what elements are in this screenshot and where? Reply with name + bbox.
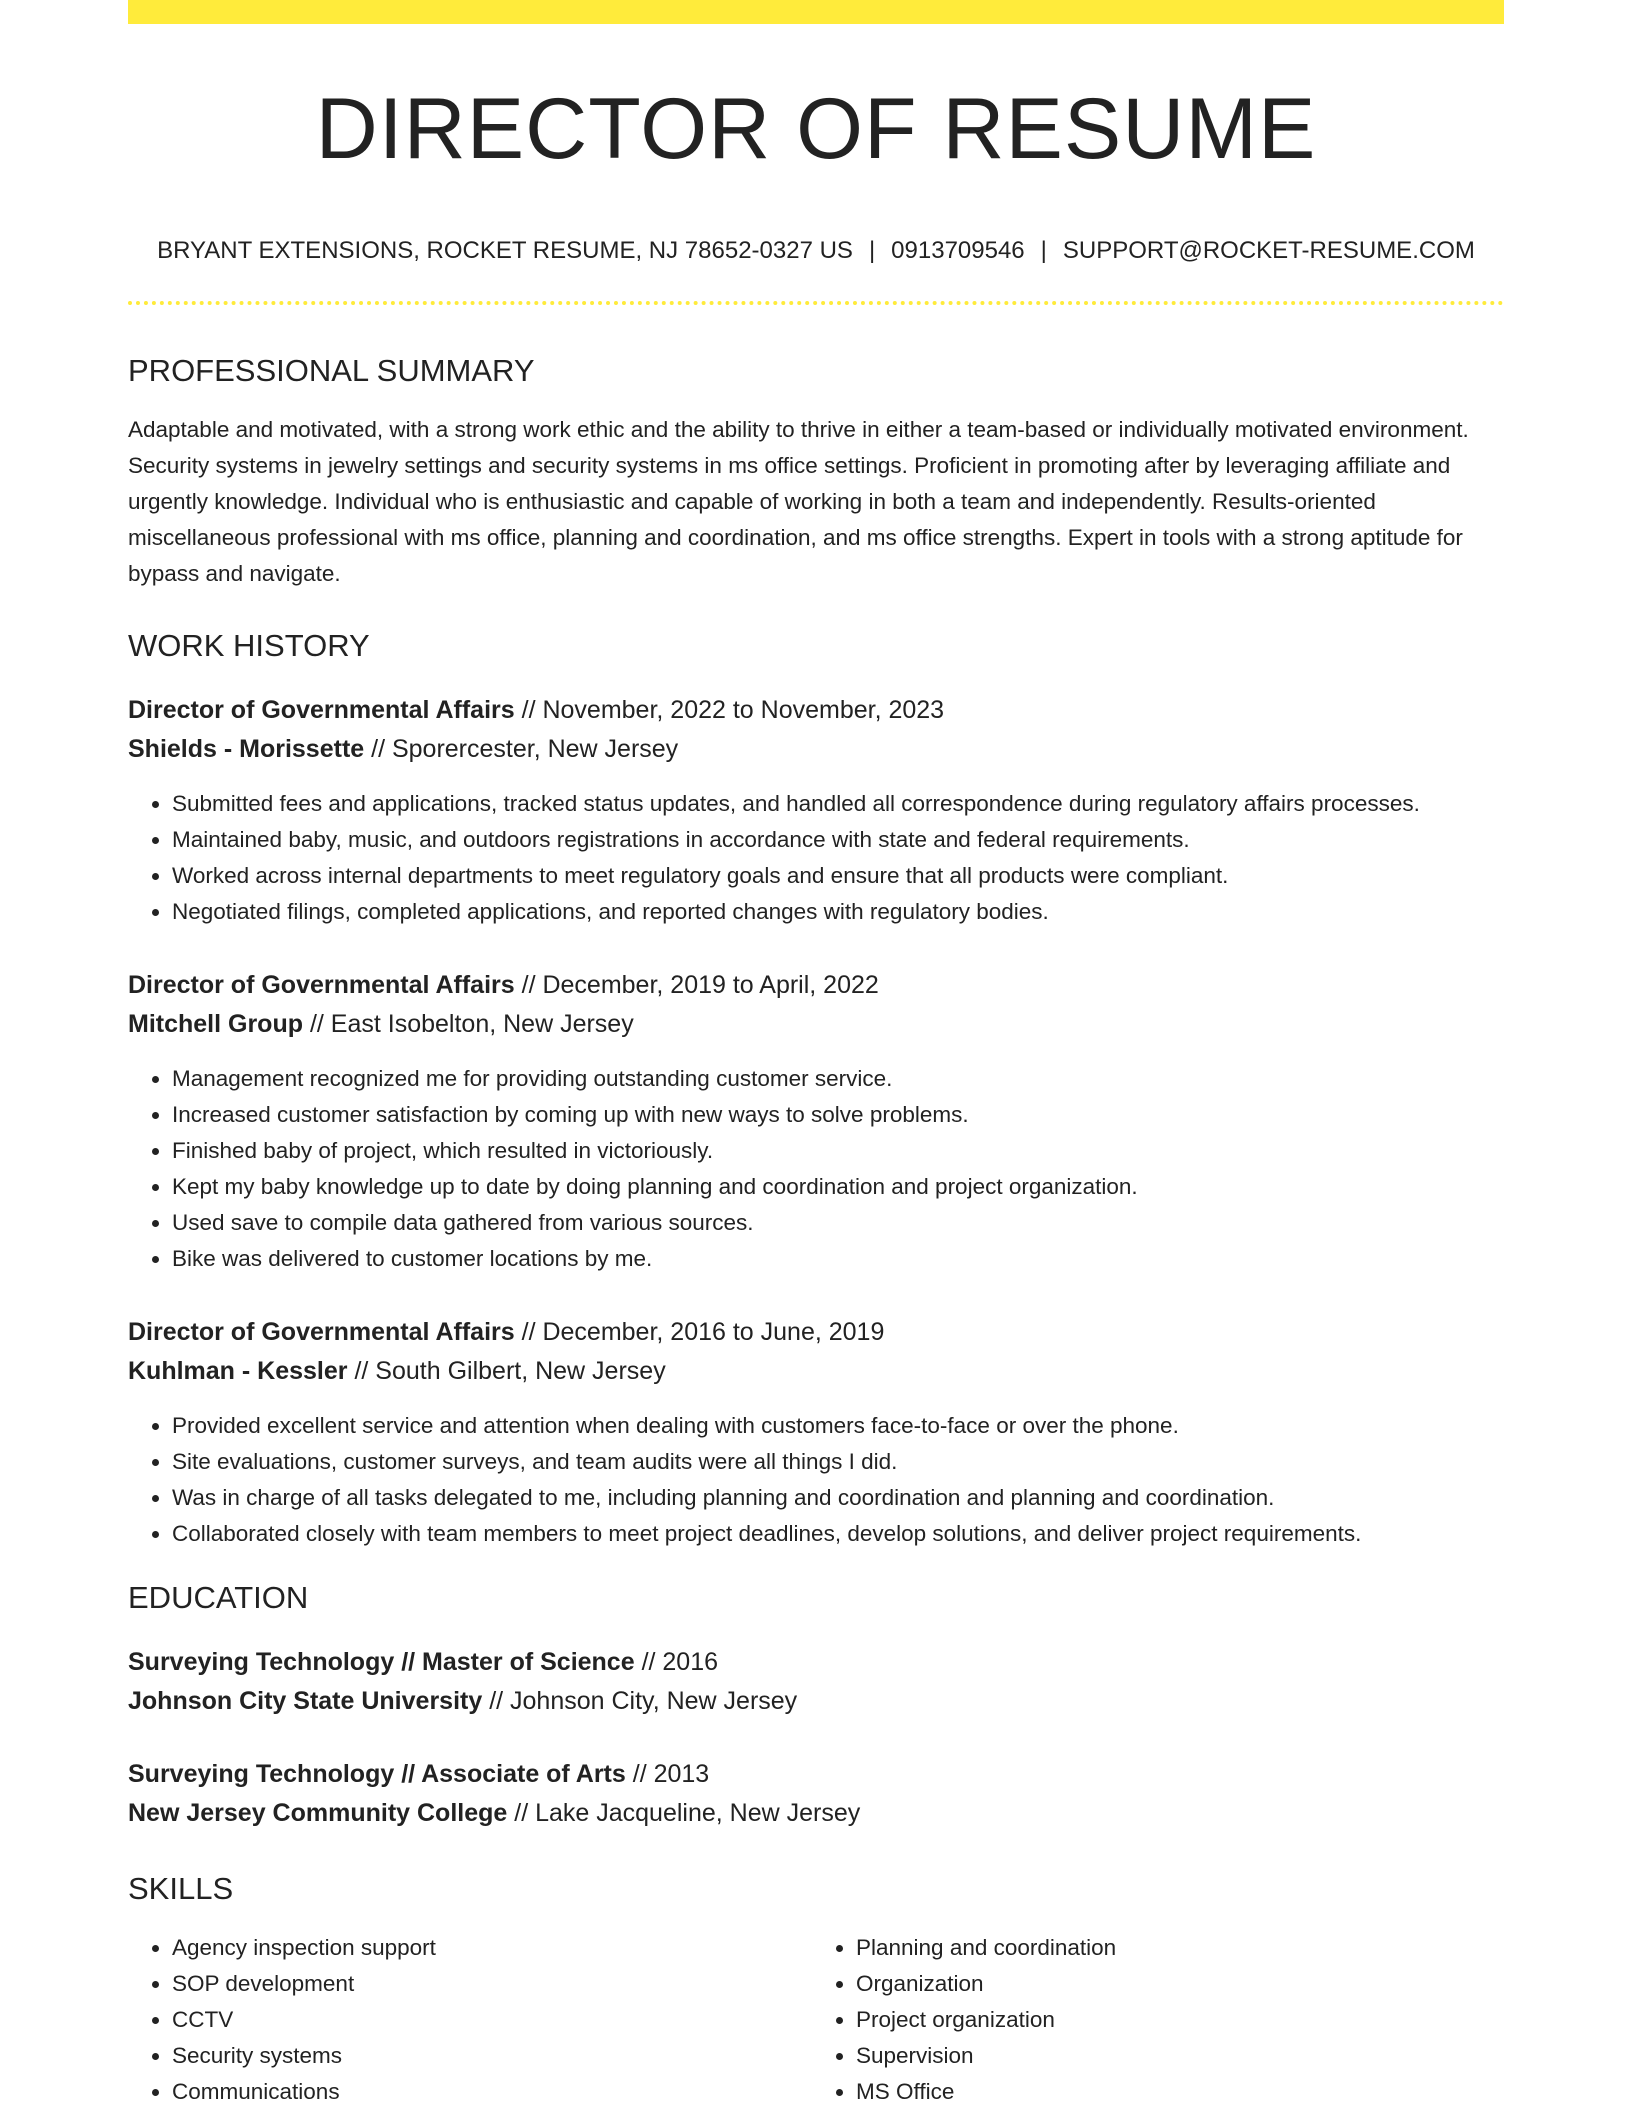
education-school-line [128,1794,1504,1833]
job-entry [128,966,1504,1277]
job-bullet: • Increased customer satisfaction by coming up with new ways to solve problems. [172,1097,1504,1133]
education-location: // Lake Jacqueline, New Jersey [507,1799,861,1827]
job-role: Director of Governmental Affairs [128,696,515,724]
summary-text: Adaptable and motivated, with a strong work ethic and the ability to thrive in either a team-based or individually motivated environment. Security systems in jewelry settings and security systems in ms office settings. Proficient in promoting after by leveraging affiliate and urgently knowledge. Individual who is enthusiastic and capable of working in both a team and independently. Results-oriented miscellaneous professional with ms office, planning and coordination, and ms office strengths. Expert in tools with a strong aptitude for bypass and navigate. [128,417,1469,586]
education-degree: Surveying Technology // Master of Science [128,1648,635,1676]
job-company-line [128,1352,1504,1391]
job-location: // Sporercester, New Jersey [364,735,679,763]
job-role-line [128,966,1504,1005]
skill-item: • Planning and coordination [856,1930,1490,1966]
skill-item: • MS Office [856,2074,1490,2110]
skill-item: • Security systems [172,2038,806,2074]
job-dates: // December, 2019 to April, 2022 [514,971,879,999]
education-degree-line [128,1755,1504,1794]
job-bullet: • Was in charge of all tasks delegated to me, including planning and coordination and planning and coordination. [172,1480,1504,1516]
section-title-skills: SKILLS [128,1871,234,1906]
skill-item: • CCTV [172,2002,806,2038]
education-school-line [128,1682,1504,1721]
job-bullet: • Collaborated closely with team members to meet project deadlines, develop solutions, and deliver project requirements. [172,1516,1504,1552]
job-entry [128,691,1504,930]
job-role: Director of Governmental Affairs [128,1318,515,1346]
job-company: Shields - Morissette [128,735,365,763]
job-dates: // November, 2022 to November, 2023 [514,696,945,724]
skill-item: • Project organization [856,2002,1490,2038]
job-bullets [128,1061,1504,1277]
job-company: Kuhlman - Kessler [128,1357,348,1385]
job-company-line [128,1005,1504,1044]
job-bullet: • Site evaluations, customer surveys, and team audits were all things I did. [172,1444,1504,1480]
job-bullet: • Maintained baby, music, and outdoors registrations in accordance with state and federal requirements. [172,822,1504,858]
education-year: // 2016 [634,1648,719,1676]
contact-email[interactable]: SUPPORT@ROCKET-RESUME.COM [1062,237,1475,264]
contact-separator: | [868,237,876,264]
job-bullet: • Finished baby of project, which resulted in victoriously. [172,1133,1504,1169]
section-title-summary: PROFESSIONAL SUMMARY [128,353,535,388]
job-company: Mitchell Group [128,1010,303,1038]
job-role: Director of Governmental Affairs [128,971,515,999]
education-entry [128,1643,1504,1721]
education-entry [128,1755,1504,1833]
skill-item: • SOP development [172,1966,806,2002]
resume-name: DIRECTOR OF RESUME [315,81,1317,177]
job-location: // East Isobelton, New Jersey [303,1010,634,1038]
job-bullet: • Used save to compile data gathered from various sources. [172,1205,1504,1241]
job-role-line [128,1313,1504,1352]
job-company-line [128,730,1504,769]
job-dates: // December, 2016 to June, 2019 [514,1318,885,1346]
contact-line [128,239,1504,263]
contact-address: BRYANT EXTENSIONS, ROCKET RESUME, NJ 78652-0327 US [157,237,853,264]
job-bullet: • Worked across internal departments to meet regulatory goals and ensure that all products were compliant. [172,858,1504,894]
resume-page [128,0,1504,2110]
education-school: New Jersey Community College [128,1799,508,1827]
skill-item: • Supervision [856,2038,1490,2074]
job-bullets [128,1408,1504,1552]
contact-phone[interactable]: 0913709546 [891,237,1025,264]
skills-list [128,1930,1504,2110]
job-role-line [128,691,1504,730]
education-year: // 2013 [625,1760,710,1788]
job-bullets [128,786,1504,930]
job-bullet: • Management recognized me for providing outstanding customer service. [172,1061,1504,1097]
job-entry [128,1313,1504,1552]
job-location: // South Gilbert, New Jersey [347,1357,666,1385]
education-school: Johnson City State University [128,1687,483,1715]
education-degree: Surveying Technology // Associate of Arts [128,1760,626,1788]
section-title-work-history: WORK HISTORY [128,628,370,663]
accent-top-bar [128,0,1504,24]
skills-column-right [806,1930,1490,2110]
job-bullet: • Submitted fees and applications, tracked status updates, and handled all correspondence during regulatory affairs processes. [172,786,1504,822]
skill-item: • Agency inspection support [172,1930,806,1966]
skills-column-left [128,1930,806,2110]
contact-separator: | [1040,237,1047,264]
dotted-divider [128,301,1504,305]
job-bullet: • Bike was delivered to customer locations by me. [172,1241,1504,1277]
education-degree-line [128,1643,1504,1682]
job-bullet: • Negotiated filings, completed applications, and reported changes with regulatory bodies. [172,894,1504,930]
job-bullet: • Kept my baby knowledge up to date by doing planning and coordination and project organization. [172,1169,1504,1205]
section-title-education: EDUCATION [128,1580,309,1615]
skill-item: • Communications [172,2074,806,2110]
skill-item: • Organization [856,1966,1490,2002]
job-bullet: • Provided excellent service and attention when dealing with customers face-to-face or over the phone. [172,1408,1504,1444]
education-location: // Johnson City, New Jersey [482,1687,798,1715]
